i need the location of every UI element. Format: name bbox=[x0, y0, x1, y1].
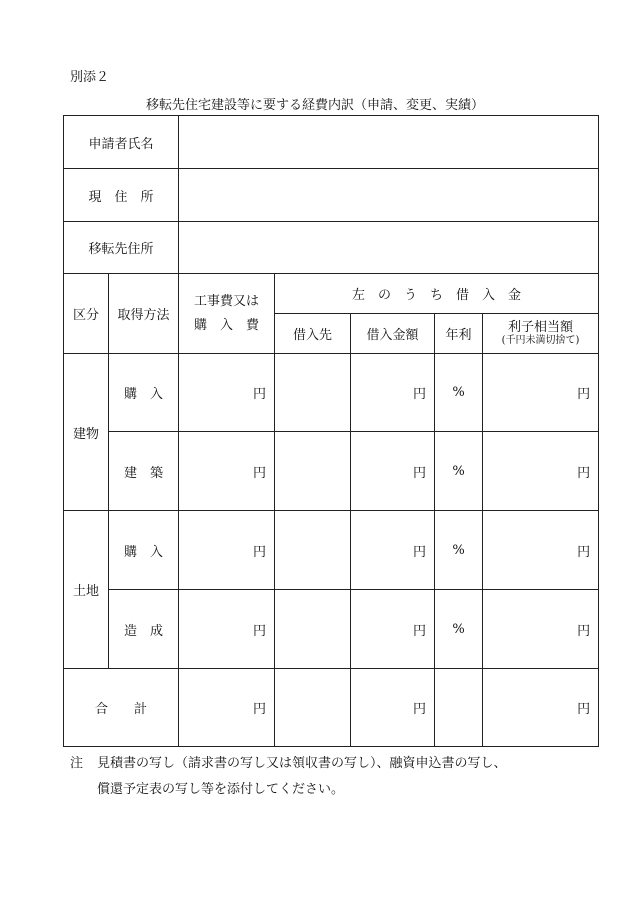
land-category: 土地 bbox=[64, 511, 109, 669]
loan-amount-header: 借入金額 bbox=[351, 314, 435, 354]
cost-cell[interactable]: 円 bbox=[179, 590, 275, 669]
total-loan-amount-cell[interactable]: 円 bbox=[351, 669, 435, 747]
expense-breakdown-table bbox=[63, 115, 599, 747]
document-title: 移転先住宅建設等に要する経費内訳（申請、変更、実績） bbox=[145, 98, 484, 113]
loan-amount-cell[interactable]: 円 bbox=[351, 354, 435, 432]
total-cost-cell[interactable]: 円 bbox=[179, 669, 275, 747]
current-address-label: 現 住 所 bbox=[64, 169, 179, 222]
lender-header: 借入先 bbox=[275, 314, 351, 354]
new-address-label: 移転先住所 bbox=[64, 222, 179, 274]
rate-header: 年利 bbox=[435, 314, 483, 354]
total-interest-cell[interactable]: 円 bbox=[483, 669, 599, 747]
attachment-label: 別添２ bbox=[70, 70, 110, 85]
cost-header-line1: 工事費又は bbox=[194, 293, 260, 309]
interest-header-line2: (千円未満切捨て) bbox=[501, 335, 580, 346]
interest-cell[interactable]: 円 bbox=[483, 590, 599, 669]
cost-cell[interactable]: 円 bbox=[179, 354, 275, 432]
method-construction: 建 築 bbox=[109, 432, 179, 511]
table-row bbox=[64, 354, 599, 432]
table-row bbox=[64, 590, 599, 669]
rate-cell[interactable]: % bbox=[435, 432, 483, 511]
lender-cell[interactable] bbox=[275, 511, 351, 590]
new-address-field[interactable] bbox=[179, 222, 599, 274]
applicant-row bbox=[64, 116, 599, 169]
loan-amount-cell[interactable]: 円 bbox=[351, 511, 435, 590]
interest-header-line1: 利子相当額 bbox=[508, 320, 574, 335]
rate-cell[interactable]: % bbox=[435, 590, 483, 669]
loan-amount-cell[interactable]: 円 bbox=[351, 432, 435, 511]
rate-cell[interactable]: % bbox=[435, 511, 483, 590]
cost-cell[interactable]: 円 bbox=[179, 432, 275, 511]
method-development: 造 成 bbox=[109, 590, 179, 669]
interest-cell[interactable]: 円 bbox=[483, 354, 599, 432]
method-purchase: 購 入 bbox=[109, 511, 179, 590]
cost-cell[interactable]: 円 bbox=[179, 511, 275, 590]
loan-amount-cell[interactable]: 円 bbox=[351, 590, 435, 669]
interest-header bbox=[483, 314, 599, 354]
building-category: 建物 bbox=[64, 354, 109, 511]
total-rate-cell bbox=[435, 669, 483, 747]
loan-group-header: 左 の う ち 借 入 金 bbox=[275, 274, 599, 314]
total-lender-cell bbox=[275, 669, 351, 747]
total-label: 合 計 bbox=[64, 669, 179, 747]
current-address-row bbox=[64, 169, 599, 222]
new-address-row bbox=[64, 222, 599, 274]
rate-cell[interactable]: % bbox=[435, 354, 483, 432]
lender-cell[interactable] bbox=[275, 354, 351, 432]
table-row bbox=[64, 432, 599, 511]
method-header: 取得方法 bbox=[109, 274, 179, 354]
table-row bbox=[64, 511, 599, 590]
interest-cell[interactable]: 円 bbox=[483, 511, 599, 590]
cost-header bbox=[179, 274, 275, 354]
applicant-name-label: 申請者氏名 bbox=[64, 116, 179, 169]
category-header: 区分 bbox=[64, 274, 109, 354]
note-label: 注 bbox=[70, 756, 84, 771]
current-address-field[interactable] bbox=[179, 169, 599, 222]
lender-cell[interactable] bbox=[275, 432, 351, 511]
note-line-2: 償還予定表の写し等を添付してください。 bbox=[97, 782, 345, 797]
lender-cell[interactable] bbox=[275, 590, 351, 669]
method-purchase: 購 入 bbox=[109, 354, 179, 432]
applicant-name-field[interactable] bbox=[179, 116, 599, 169]
total-row bbox=[64, 669, 599, 747]
interest-cell[interactable]: 円 bbox=[483, 432, 599, 511]
header-row-1 bbox=[64, 274, 599, 314]
note-line-1: 見積書の写し（請求書の写し又は領収書の写し）、融資申込書の写し、 bbox=[97, 756, 507, 771]
cost-header-line2: 購 入 費 bbox=[194, 317, 260, 333]
